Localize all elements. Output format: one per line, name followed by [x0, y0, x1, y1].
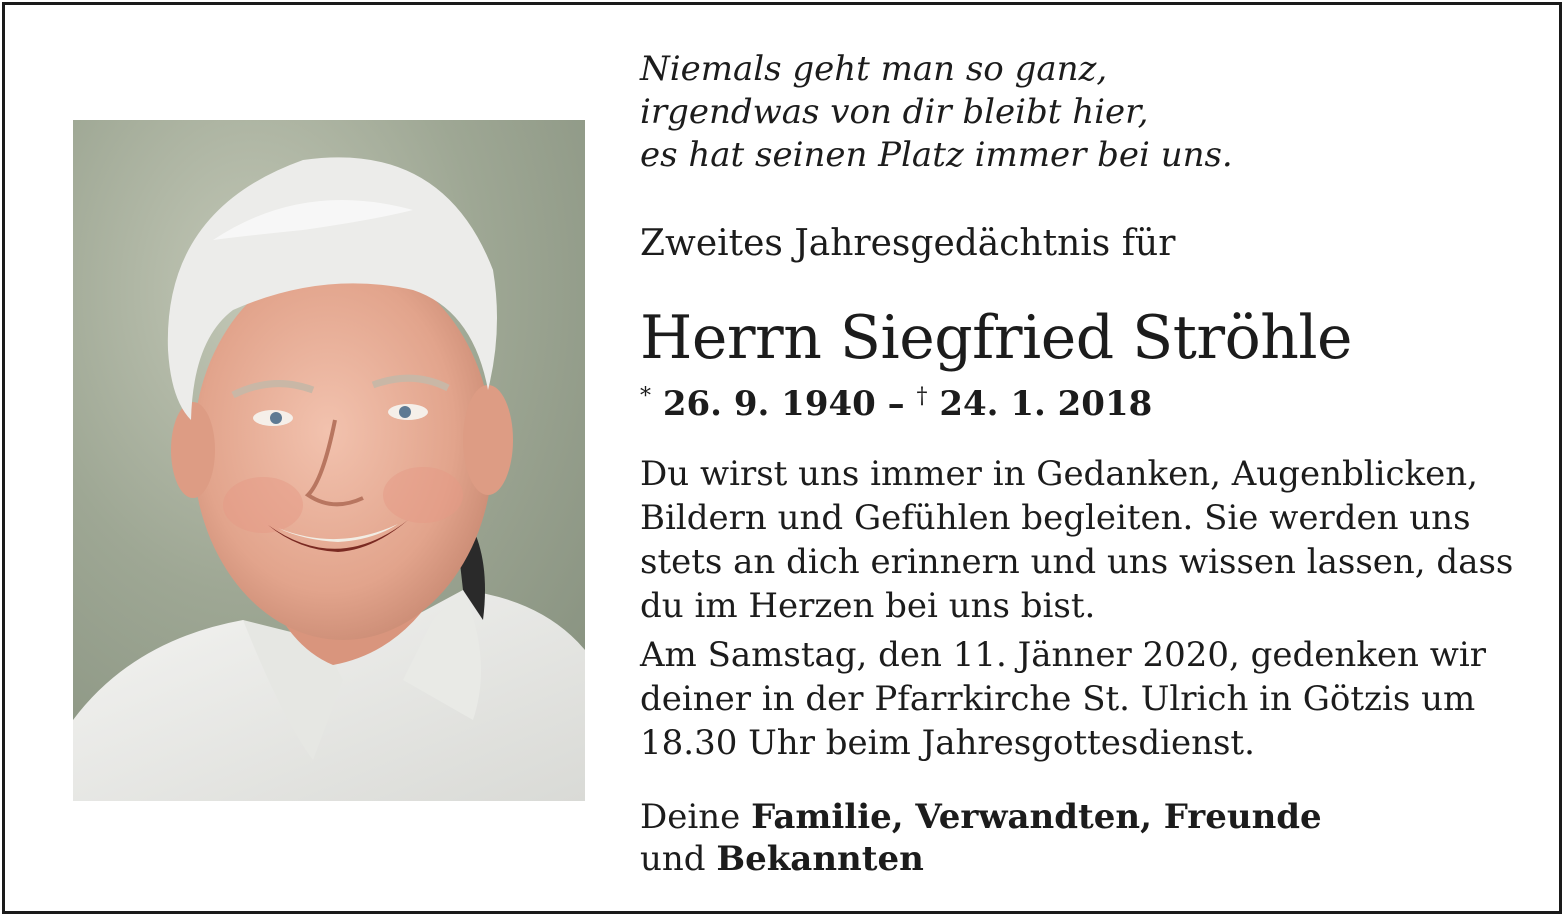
birth-symbol: *: [640, 384, 651, 409]
death-date: 24. 1. 2018: [939, 384, 1153, 424]
birth-date: 26. 9. 1940: [662, 384, 876, 424]
paragraph-line: deiner in der Pfarrkirche St. Ulrich in Götzis um: [640, 679, 1476, 719]
remembrance-paragraph: [640, 452, 1514, 628]
signature-line-2: [640, 838, 1322, 880]
paragraph-line: 18.30 Uhr beim Jahresgottesdienst.: [640, 723, 1255, 763]
signature-family: Familie, Verwandten, Freunde: [751, 797, 1322, 837]
portrait-illustration: [73, 120, 585, 801]
paragraph-line: Bildern und Gefühlen begleiten. Sie werden uns: [640, 498, 1471, 538]
paragraph-line: stets an dich erinnern und uns wissen lassen, dass: [640, 542, 1514, 582]
memorial-quote: [640, 48, 1233, 177]
death-symbol: †: [916, 384, 928, 409]
memorial-intro: Zweites Jahresgedächtnis für: [640, 223, 1176, 264]
family-signature: [640, 796, 1322, 880]
signature-line-1: [640, 796, 1322, 838]
paragraph-line: du im Herzen bei uns bist.: [640, 586, 1096, 626]
signature-prefix: Deine: [640, 797, 752, 837]
life-dates: [640, 375, 1152, 426]
quote-line: es hat seinen Platz immer bei uns.: [640, 135, 1233, 175]
service-announcement: [640, 633, 1500, 765]
paragraph-line: Am Samstag, den 11. Jänner 2020, gedenken wir: [640, 635, 1486, 675]
paragraph-line: Du wirst uns immer in Gedanken, Augenblicken,: [640, 454, 1478, 494]
signature-acquaintances: Bekannten: [716, 839, 924, 879]
quote-line: Niemals geht man so ganz,: [640, 49, 1108, 89]
date-separator: –: [887, 384, 905, 424]
quote-line: irgendwas von dir bleibt hier,: [640, 92, 1149, 132]
deceased-name: Herrn Siegfried Ströhle: [640, 303, 1353, 373]
portrait-photo: [73, 120, 585, 801]
signature-prefix-2: und: [640, 839, 717, 879]
